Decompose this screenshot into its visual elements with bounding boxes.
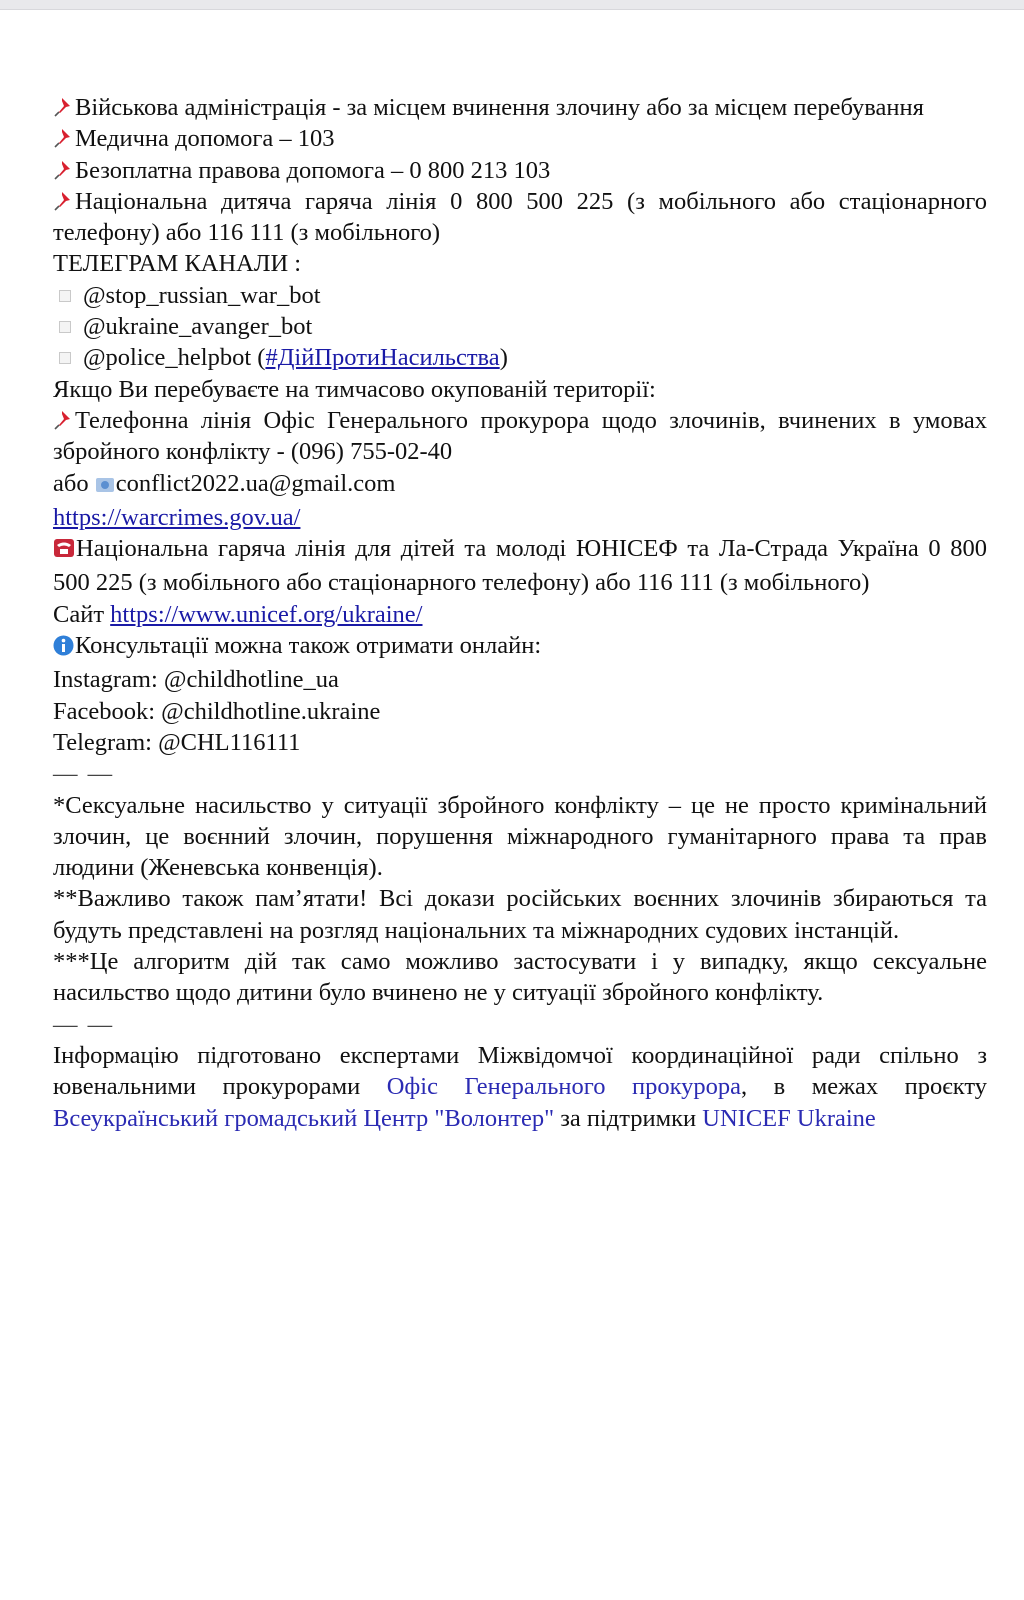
separator: — — bbox=[53, 1010, 115, 1038]
org-volunteer-center[interactable]: Всеукраїнський громадський Центр "Волонтер" bbox=[53, 1104, 555, 1132]
info-icon bbox=[53, 633, 74, 664]
list-item: @police_helpbot (#ДійПротиНасильства) bbox=[53, 342, 987, 373]
line-warcrimes bbox=[53, 502, 987, 533]
line-telegram: Telegram: @CHL116111 bbox=[53, 728, 301, 756]
line-legal-aid: Безоплатна правова допомога – 0 800 213 103 bbox=[53, 155, 987, 186]
list-item: @stop_russian_war_bot bbox=[53, 280, 987, 311]
hashtag-link[interactable]: #ДійПротиНасильства bbox=[265, 344, 500, 372]
line-email: або conflict2022.ua@gmail.com bbox=[53, 468, 987, 502]
email-address[interactable]: conflict2022.ua@gmail.com bbox=[115, 469, 396, 497]
warcrimes-link[interactable]: https://warcrimes.gov.ua/ bbox=[53, 503, 301, 531]
note-3: ***Це алгоритм дій так само можливо застосувати і у випадку, якщо сексуальне насильство щодо дитини було вчинено не у ситуації збройного конфлікту. bbox=[53, 948, 987, 1007]
occupied-heading: Якщо Ви перебуваєте на тимчасово окупованій території: bbox=[53, 375, 656, 403]
org-unicef-ukraine[interactable]: UNICEF Ukraine bbox=[702, 1104, 876, 1132]
telephone-icon bbox=[53, 536, 75, 567]
pushpin-icon bbox=[53, 94, 75, 118]
square-bullet-icon bbox=[59, 321, 71, 333]
line-facebook: Facebook: @childhotline.ukraine bbox=[53, 697, 381, 725]
line-unicef-hotline: Національна гаряча лінія для дітей та молоді ЮНІСЕФ та Ла-Страда Україна 0 800 500 225 (з мобільного або стаціонарного телефону) або 116 111 (з мобільного) bbox=[53, 535, 987, 597]
line-prosecutor-hotline: Телефонна лінія Офіс Генерального прокурора щодо злочинів, вчинених в умовах збройного конфлікту - (096) 755-02-40 bbox=[53, 406, 987, 466]
pushpin-icon bbox=[53, 407, 75, 431]
unicef-link[interactable]: https://www.unicef.org/ukraine/ bbox=[110, 600, 423, 628]
square-bullet-icon bbox=[59, 290, 71, 302]
telegram-heading: ТЕЛЕГРАМ КАНАЛИ : bbox=[53, 250, 302, 278]
note-2: **Важливо також пам’ятати! Всі докази російських воєнних злочинів збираються та будуть представлені на розгляд національних та міжнародних судових інстанцій. bbox=[53, 885, 987, 944]
square-bullet-icon bbox=[59, 352, 71, 364]
top-bar bbox=[0, 0, 1024, 10]
pushpin-icon bbox=[53, 157, 75, 181]
separator: — — bbox=[53, 760, 115, 788]
line-military-admin: Військова адміністрація - за місцем вчинення злочину або за місцем перебування bbox=[53, 92, 987, 123]
line-child-hotline: Національна дитяча гаряча лінія 0 800 500 225 (з мобільного або стаціонарного телефону) або 116 111 (з мобільного) bbox=[53, 187, 987, 247]
line-medical: Медична допомога – 103 bbox=[53, 123, 987, 154]
pushpin-icon bbox=[53, 188, 75, 212]
pushpin-icon bbox=[53, 125, 75, 149]
line-online: Консультації можна також отримати онлайн: bbox=[53, 630, 987, 664]
document-page bbox=[53, 92, 987, 1134]
info-paragraph: Інформацію підготовано експертами Міжвідомчої координаційної ради спільно з ювенальними прокурорами Офіс Генерального прокурора, в межах проєкту Всеукраїнський громадський Центр "Волонтер" за підтримки UNICEF Ukraine bbox=[53, 1041, 987, 1132]
note-1: *Сексуальне насильство у ситуації збройного конфлікту – це не просто кримінальний злочин, це воєнний злочин, порушення міжнародного гуманітарного права та прав людини (Женевська конвенція). bbox=[53, 791, 987, 882]
list-item: @ukraine_avanger_bot bbox=[53, 311, 987, 342]
line-site: Сайт https://www.unicef.org/ukraine/ bbox=[53, 600, 423, 628]
org-prosecutor-office[interactable]: Офіс Генерального прокурора bbox=[386, 1073, 741, 1101]
line-instagram: Instagram: @childhotline_ua bbox=[53, 666, 339, 694]
email-icon bbox=[95, 471, 115, 502]
